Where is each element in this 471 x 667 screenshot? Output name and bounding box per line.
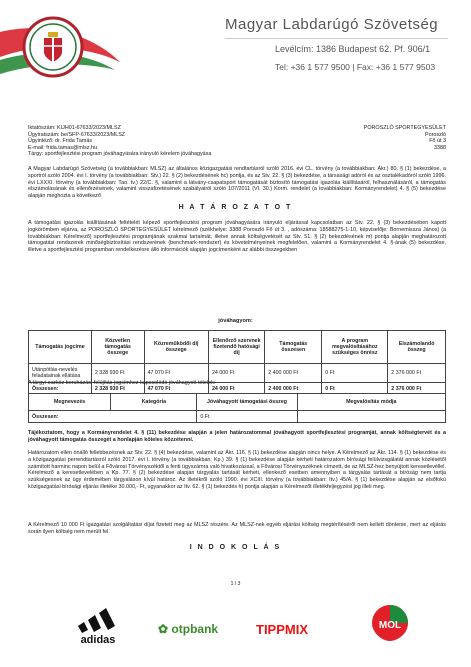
recipient-city: Poroszló [425,131,446,138]
adidas-logo [68,602,128,646]
letterhead [0,0,471,100]
column-header: Megvalósítás módja [297,394,445,411]
publication-notice: Tájékoztatom, hogy a Kormányrendelet 4. § (11) bekezdése alapján a jelen határozatommal jóváhagyott sportfejlesztési programját, annak költségtervét és a jóváhagyott támogatás összegét a honlapján köteles közzétenni. [28,430,446,443]
reference-line: E-mail: frida.tamas@mlsz.hu [28,144,97,151]
recipient-name: POROSZLÓ SPORTEGYESÜLET [363,125,446,131]
table-cell: 24 000 Ft [208,364,264,383]
table-cell: 2 400 000 Ft [265,383,322,395]
table-cell: 2 400 000 Ft [265,364,322,383]
legal-remedy-paragraph: Határozatom ellen önálló fellebbezésnek az Stv. 22. § (4) bekezdése, valamint az Ákr. 116. § (1) bekezdése alapján nincs helye. A Kérelmező az Ákr. 114. § (1) bekezdése és a közigazgatási perrendtartásról szóló 2017. évi I. törvény (a továbbiakban: Kp.) 39. § (1) bekezdése alapján kérheti határozatom bírósági felülvizsgálatát annak közlésétől számított harminc napon belül a Fővárosi Törvényszéktől a fenti ügyszámra való hivatkozással, a Fővárosi Törvényszéknek címzett, de az MLSZ-hez benyújtott keresetlevéllel. Kérelmező a keresetlevelében a Kp. 77. § (2) bekezdése alapján tárgyalás tartását kérheti, ellenkező esetben amennyiben a tárgyalás tartását a bíróság nem tartja szükségesnek az ügy érdemében tárgyaláson kívül határoz. Az illetékről szóló 1990. évi XCIII. törvény (a továbbiakban: Itv.) 45/A. § (1) bekezdése alapján az elsőfokú közigazgatási bírósági eljárás illetéke 30.000,- Ft, ugyanakkor az Itv. 62. § (1) bekezdés h) pontja alapján a Kérelmezőt illetékfeljegyzési jog illeti meg. [28,450,446,490]
column-header: Elszámolandó összeg [388,331,446,364]
table-cell: 2 328 930 Ft [91,383,144,395]
table-cell [297,411,445,423]
intro-paragraph: A Magyar Labdarúgó Szövetség (a továbbiakban: MLSZ) az általános közigazgatási rendtartásról szóló 2016. évi CL. törvény (a továbbiakban: Ákr.) 80. § (1) bekezdése, a sportról szóló 2004. évi I. törvény (a továbbiakban: Stv.) 22. § (2) bekezdésének hc) pontja, és az Stv. 22. § (3) bekezdése, a társasági adóról és az osztalékadóról szóló 1996. évi LXXXI. törvény (a továbbiakban: Tao. tv.) 22/C. §, valamint a látvány-csapatsport támogatását biztosító támogatási igazolás kiállításáról, felhasználásáról, a támogatás elszámolásának és ellenőrzésének, valamint visszafizetésének szabályairól szóló 107/2011 (VI. 30.) Korm. rendelet (a továbbiakban: Kormányrendelet) 4. § (5) bekezdése alapján meghozta a következő [28,166,446,200]
column-header: Megnevezés [29,394,111,411]
table-cell: 0 Ft [322,364,388,383]
recipient-zip: 3388 [434,144,446,151]
fee-paragraph: A Kérelmező 10 000 Ft igazgatási szolgáltatási díjat fizetett meg az MLSZ részére. Az MLSZ-nek egyéb eljárási költség megtérítéséről nem kellett döntenie, mert az eljárás során ilyen költség nem merült fel. [28,522,446,535]
decision-paragraph: A támogatási igazolás kiállításának feltételét képező sportfejlesztési program jóváhagyására irányuló eljárással kapcsolatban az Stv. 22. § (3) bekezdésében kapott jogkörömben eljárva, az POROSZLÓ SPORTEGYESÜLET kérelmező (székhelye: 3388 Poroszló Fő út 3. , adószáma: 18588275-1-10, képviselője: Bornemissza János) (a továbbiakban: Kérelmező) sportfejlesztési programjának szakmai tartalmát, illetve annak költségvetését az Stv. 51. § (2) bekezdésének m) pontja alapján meghatározott támogatási rendszerek minőségbiztosítási rendszerének (benchmark-rendszer) és követelményeinek megfelelően, valamint a Kormányrendelet 4. §-ának (5) bekezdése, illetve a sportfejlesztési programban rendelkezésre álló információk alapján jogcímenként az alábbi összegekben [28,220,446,254]
mlsz-crest-logo [22,16,84,78]
adidas-wordmark: adidas [80,634,116,646]
column-header: Támogatás összesen [265,331,322,364]
table-cell: Összesen: [29,383,92,395]
subject-line: Tárgy: sportfejlesztési program jóváhagyására irányuló kérelem jóváhagyása [28,151,212,158]
reference-line: Ügyintéző: dr. Frida Tamás [28,138,93,145]
approved-label: jóváhagyom: [218,318,253,324]
reference-line: Ügyiratszám: be/SFP-67633/2023/MLSZ [28,131,126,138]
otpbank-wordmark: otpbank [171,622,219,636]
otpbank-logo [158,622,218,636]
decision-heading: H A T Á R O Z A T O T [178,204,293,211]
column-header: Jóváhagyott támogatási összeg [197,394,297,411]
postal-address: Levélcím: 1386 Budapest 62. Pf. 906/1 [275,44,431,54]
table-header-row [29,331,446,364]
reasons-heading: I N D O K O L Á S [189,544,282,551]
table-cell: 47 070 Ft [144,383,208,395]
asset-items-table [28,393,446,423]
recipient-street: Fő út 3 [429,138,446,145]
page-number: 1 / 3 [230,581,241,587]
organization-name: Magyar Labdarúgó Szövetség [225,16,439,33]
table-cell: 47 070 Ft [144,364,208,383]
reference-block [28,125,278,158]
otp-leaf-icon: ✿ [158,622,169,636]
header-divider [225,38,448,39]
recipient-address [300,125,446,151]
table-cell: 2 376 000 Ft [388,383,446,395]
table-cell: 24 000 Ft [208,383,264,395]
reference-line: Iktatószám: KIJH01-67633/2023/MLSZ [28,125,121,131]
contact-numbers: Tel: +36 1 577 9500 | Fax: +36 1 577 9503 [275,62,436,72]
tippmix-logo: TIPPMIX [256,622,309,637]
mol-logo [370,603,410,643]
column-header: Támogatás jogcíme [29,331,92,364]
column-header: Közreműködői díj összege [144,331,208,364]
table-cell: Összesen: [29,411,197,423]
table-cell: 0 Ft [322,383,388,395]
column-header: Közvetlen támogatás összege [91,331,144,364]
table-cell: 2 328 930 Ft [91,364,144,383]
assets-intro: A tárgyi eszköz beruházás, felújítás jogcímhez kapcsolódó jóváhagyott tételek: [28,380,216,386]
table-cell: 2 376 000 Ft [388,364,446,383]
table-header-row [29,394,446,411]
column-header: Kategória [111,394,197,411]
table-cell: Utánpótlás-nevelés feladatainak ellátása [29,364,92,383]
table-total-row [29,411,446,423]
table-cell: 0 Ft [197,411,297,423]
column-header: A program megvalósításához szükséges önrész [322,331,388,364]
mol-wordmark: MOL [378,620,402,631]
column-header: Ellenőrző szervnek fizetendő hatósági díj [208,331,264,364]
